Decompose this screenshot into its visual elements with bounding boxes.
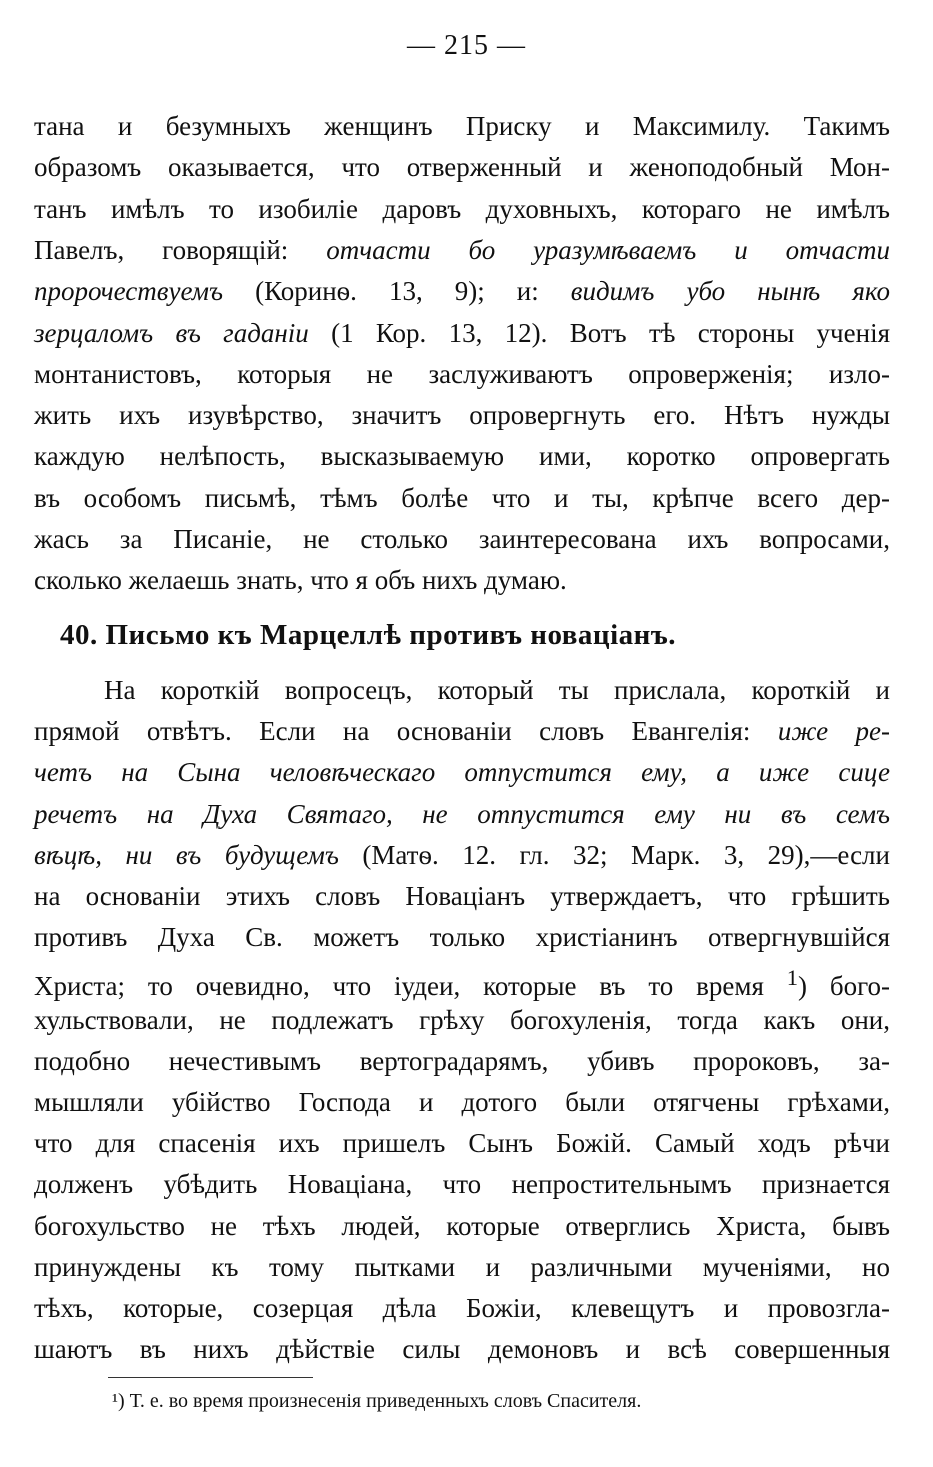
- text-line: тѣхъ, которые, созерцая дѣла Божіи, клевещутъ и провозгла-: [34, 1293, 890, 1323]
- letter-heading: 40. Письмо къ Марцеллѣ противъ новаціанъ.: [60, 619, 677, 651]
- text-line: сколько желаешь знать, что я объ нихъ думаю.: [34, 565, 567, 596]
- text-line: танъ имѣлъ то изобиліе даровъ духовныхъ, котораго не имѣлъ: [34, 193, 890, 224]
- page-number: — 215 —: [407, 30, 526, 61]
- text-line: хульствовали, не подлежатъ грѣху богохуленія, тогда какъ они,: [34, 1004, 890, 1035]
- text-line: тана и безумныхъ женщинъ Приску и Максимилу. Такимъ: [34, 111, 890, 141]
- text-line: что для спасенія ихъ пришелъ Сынъ Божій. Самый ходъ рѣчи: [34, 1128, 890, 1159]
- text-line: долженъ убѣдить Новаціана, что непростительнымъ признается: [34, 1169, 890, 1200]
- text-line: четъ на Сына человѣческаго отпустится ему, а иже сице: [34, 757, 890, 788]
- text-line: На короткій вопросецъ, который ты прислала, короткій и: [104, 675, 890, 705]
- text-line: монтанистовъ, которыя не заслуживаютъ опроверженія; изло-: [34, 358, 890, 389]
- text-line: на основаніи этихъ словъ Новаціанъ утверждаетъ, что грѣшить: [34, 881, 890, 911]
- text-line: подобно нечестивымъ вертоградарямъ, убивъ пророковъ, за-: [34, 1045, 890, 1076]
- text-line: каждую нелѣпость, высказываемую ими, коротко опровергать: [34, 441, 890, 472]
- text-line: речетъ на Духа Святаго, не отпустится ему ни въ семъ: [34, 798, 890, 829]
- text-line: богохульство не тѣхъ людей, которые отверглись Христа, бывъ: [34, 1210, 890, 1241]
- text-line: вѣцѣ, ни въ будущемъ (Матѳ. 12. гл. 32; Марк. 3, 29),—если: [34, 839, 890, 870]
- footnote-divider: [108, 1377, 313, 1378]
- text-line: Христа; то очевидно, что іудеи, которые въ то время $^1$) бого-: [34, 965, 890, 1002]
- text-line: Павелъ, говорящій: отчасти бо уразумѣваемъ и отчасти: [34, 234, 890, 265]
- text-line: въ особомъ письмѣ, тѣмъ болѣе что и ты, крѣпче всего дер-: [34, 482, 890, 513]
- text-line: противъ Духа Св. можетъ только христіанинъ отвергнувшійся: [34, 922, 890, 953]
- text-line: прямой отвѣтъ. Если на основаніи словъ Евангелія: иже ре-: [34, 716, 890, 747]
- text-line: принуждены къ тому пытками и различными мученіями, но: [34, 1251, 890, 1282]
- text-line: мышляли убійство Господа и дотого были отягчены грѣхами,: [34, 1087, 890, 1117]
- text-line: шаютъ въ нихъ дѣйствіе силы демоновъ и всѣ совершенныя: [34, 1334, 890, 1365]
- text-line: пророчествуемъ (Коринѳ. 13, 9); и: видимъ убо нынѣ яко: [34, 276, 890, 307]
- text-line: жась за Писаніе, не столько заинтересована ихъ вопросами,: [34, 524, 890, 554]
- footnote: ¹) Т. е. во время произнесенія приведенныхъ словъ Спасителя.: [112, 1390, 642, 1412]
- text-line: жить ихъ изувѣрство, значитъ опровергнуть его. Нѣтъ нужды: [34, 400, 890, 431]
- text-line: образомъ оказывается, что отверженный и женоподобный Мон-: [34, 152, 890, 183]
- text-line: зерцаломъ въ гаданіи (1 Кор. 13, 12). Вотъ тѣ стороны ученія: [34, 317, 890, 348]
